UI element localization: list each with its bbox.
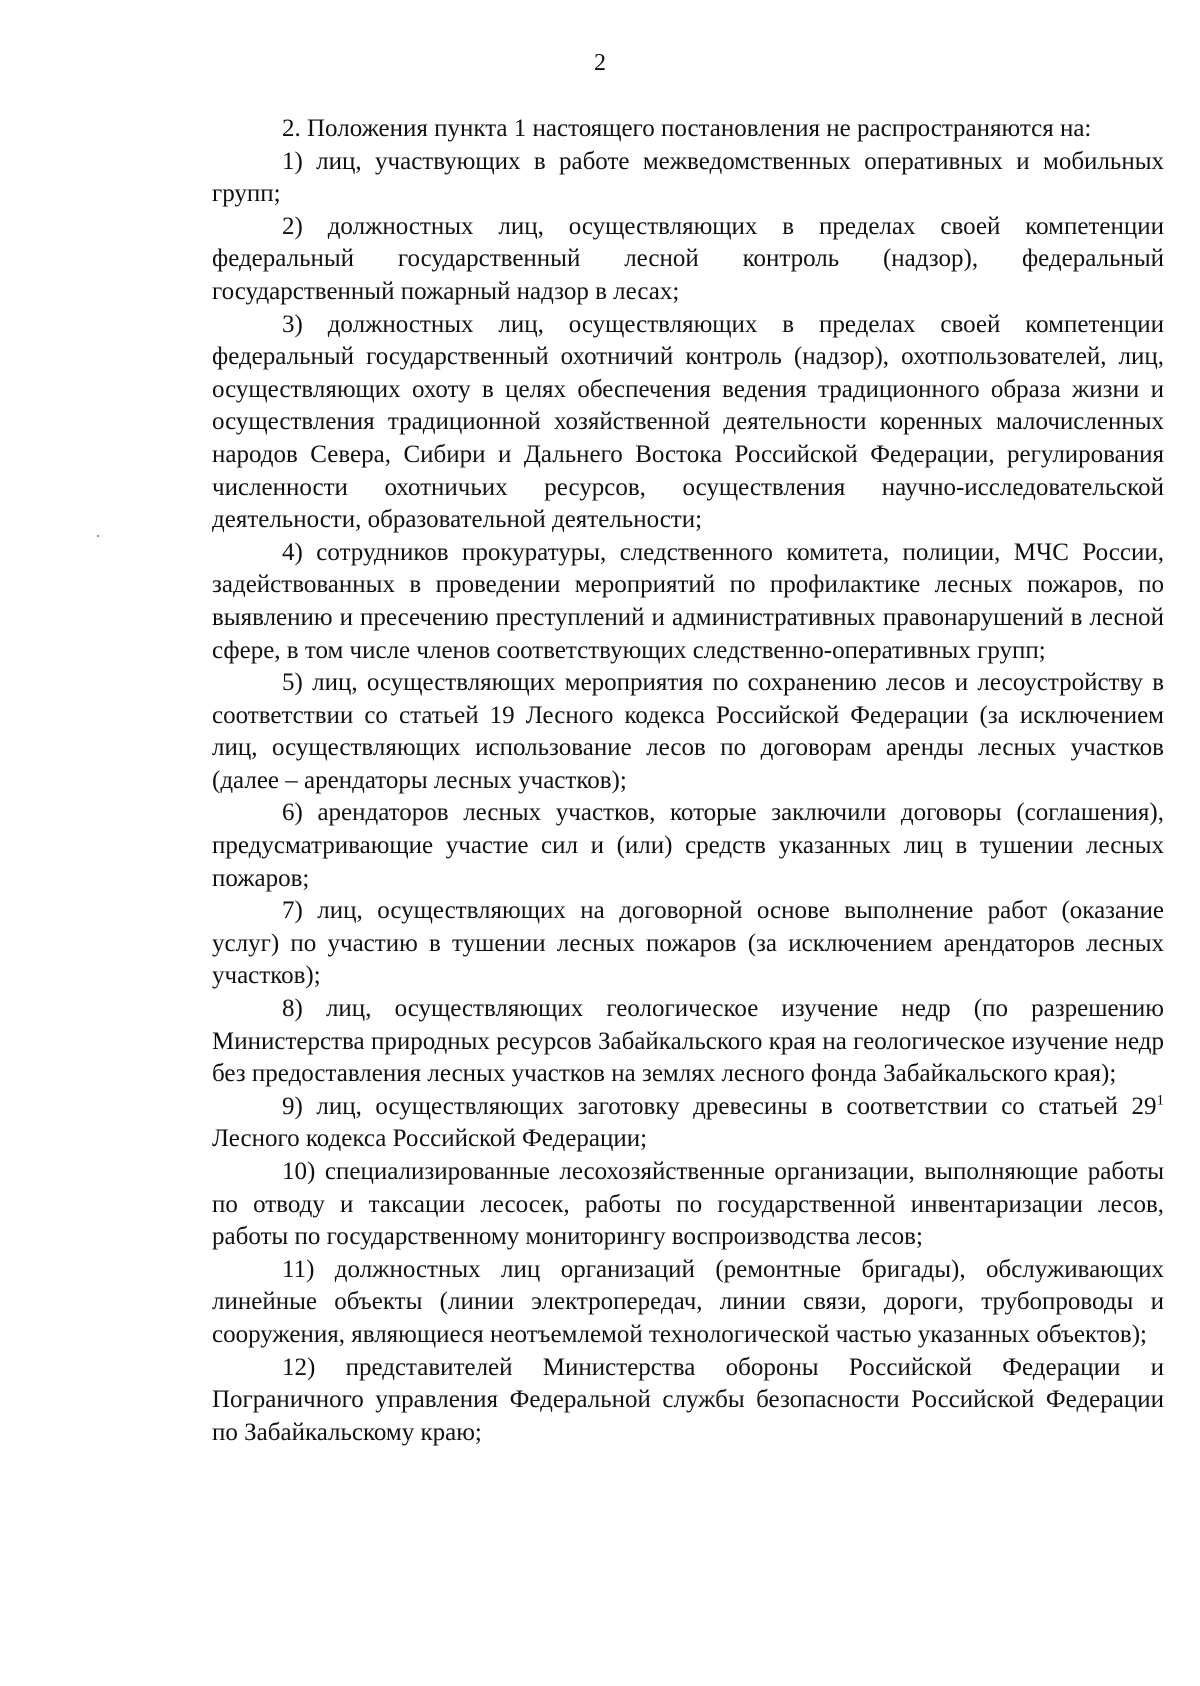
superscript-1: 1 <box>1156 1092 1164 1109</box>
list-item-9 <box>212 1091 1164 1156</box>
list-item-12: 12) представителей Министерства обороны Российской Федерации и Пограничного управления Федеральной службы безопасности Российской Федерации по Забайкальскому краю; <box>212 1353 1164 1446</box>
list-item-11: 11) должностных лиц организаций (ремонтные бригады), обслуживающих линейные объекты (линии электропередач, линии связи, дороги, трубопроводы и сооружения, являющиеся неотъемлемой технологической частью указанных объектов); <box>212 1255 1164 1348</box>
list-item-1: 1) лиц, участвующих в работе межведомственных оперативных и мобильных групп; <box>212 147 1164 208</box>
scan-speck <box>97 535 99 537</box>
document-body <box>212 113 1164 1449</box>
paragraph-2-intro: 2. Положения пункта 1 настоящего постановления не распространяются на: <box>282 115 1092 142</box>
list-item-9-text-end: Лесного кодекса Российской Федерации; <box>212 1125 648 1153</box>
list-item-6: 6) арендаторов лесных участков, которые заключили договоры (соглашения), предусматривающие участие сил и (или) средств указанных лиц в тушении лесных пожаров; <box>212 799 1164 892</box>
list-item-4: 4) сотрудников прокуратуры, следственного комитета, полиции, МЧС России, задействованных в проведении мероприятий по профилактике лесных пожаров, по выявлению и пресечению преступлений и административных правонарушений в лесной сфере, в том числе членов соответствующих следственно-оперативных групп; <box>212 538 1164 664</box>
list-item-7: 7) лиц, осуществляющих на договорной основе выполнение работ (оказание услуг) по участию в тушении лесных пожаров (за исключением арендаторов лесных участков); <box>212 897 1164 990</box>
list-item-2: 2) должностных лиц, осуществляющих в пределах своей компетенции федеральный государственный лесной контроль (надзор), федеральный государственный пожарный надзор в лесах; <box>212 212 1164 305</box>
page-number: 2 <box>594 50 606 76</box>
list-item-10: 10) специализированные лесохозяйственные организации, выполняющие работы по отводу и таксации лесосек, работы по государственной инвентаризации лесов, работы по государственному мониторингу воспроизводства лесов; <box>212 1158 1164 1251</box>
list-item-9-text: 9) лиц, осуществляющих заготовку древесины в соответствии со статьей 29 <box>282 1092 1157 1120</box>
list-item-3: 3) должностных лиц, осуществляющих в пределах своей компетенции федеральный государственный охотничий контроль (надзор), охотпользователей, лиц, осуществляющих охоту в целях обеспечения ведения традиционного образа жизни и осуществления традиционной хозяйственной деятельности коренных малочисленных народов Севера, Сибири и Дальнего Востока Российской Федерации, регулирования численности охотничьих ресурсов, осуществления научно-исследовательской деятельности, образовательной деятельности; <box>212 310 1164 534</box>
list-item-8: 8) лиц, осуществляющих геологическое изучение недр (по разрешению Министерства природных ресурсов Забайкальского края на геологическое изучение недр без предоставления лесных участков на землях лесного фонда Забайкальского края); <box>212 995 1164 1088</box>
list-item-5: 5) лиц, осуществляющих мероприятия по сохранению лесов и лесоустройству в соответствии со статьей 19 Лесного кодекса Российской Федерации (за исключением лиц, осуществляющих использование лесов по договорам аренды лесных участков (далее – арендаторы лесных участков); <box>212 669 1164 794</box>
